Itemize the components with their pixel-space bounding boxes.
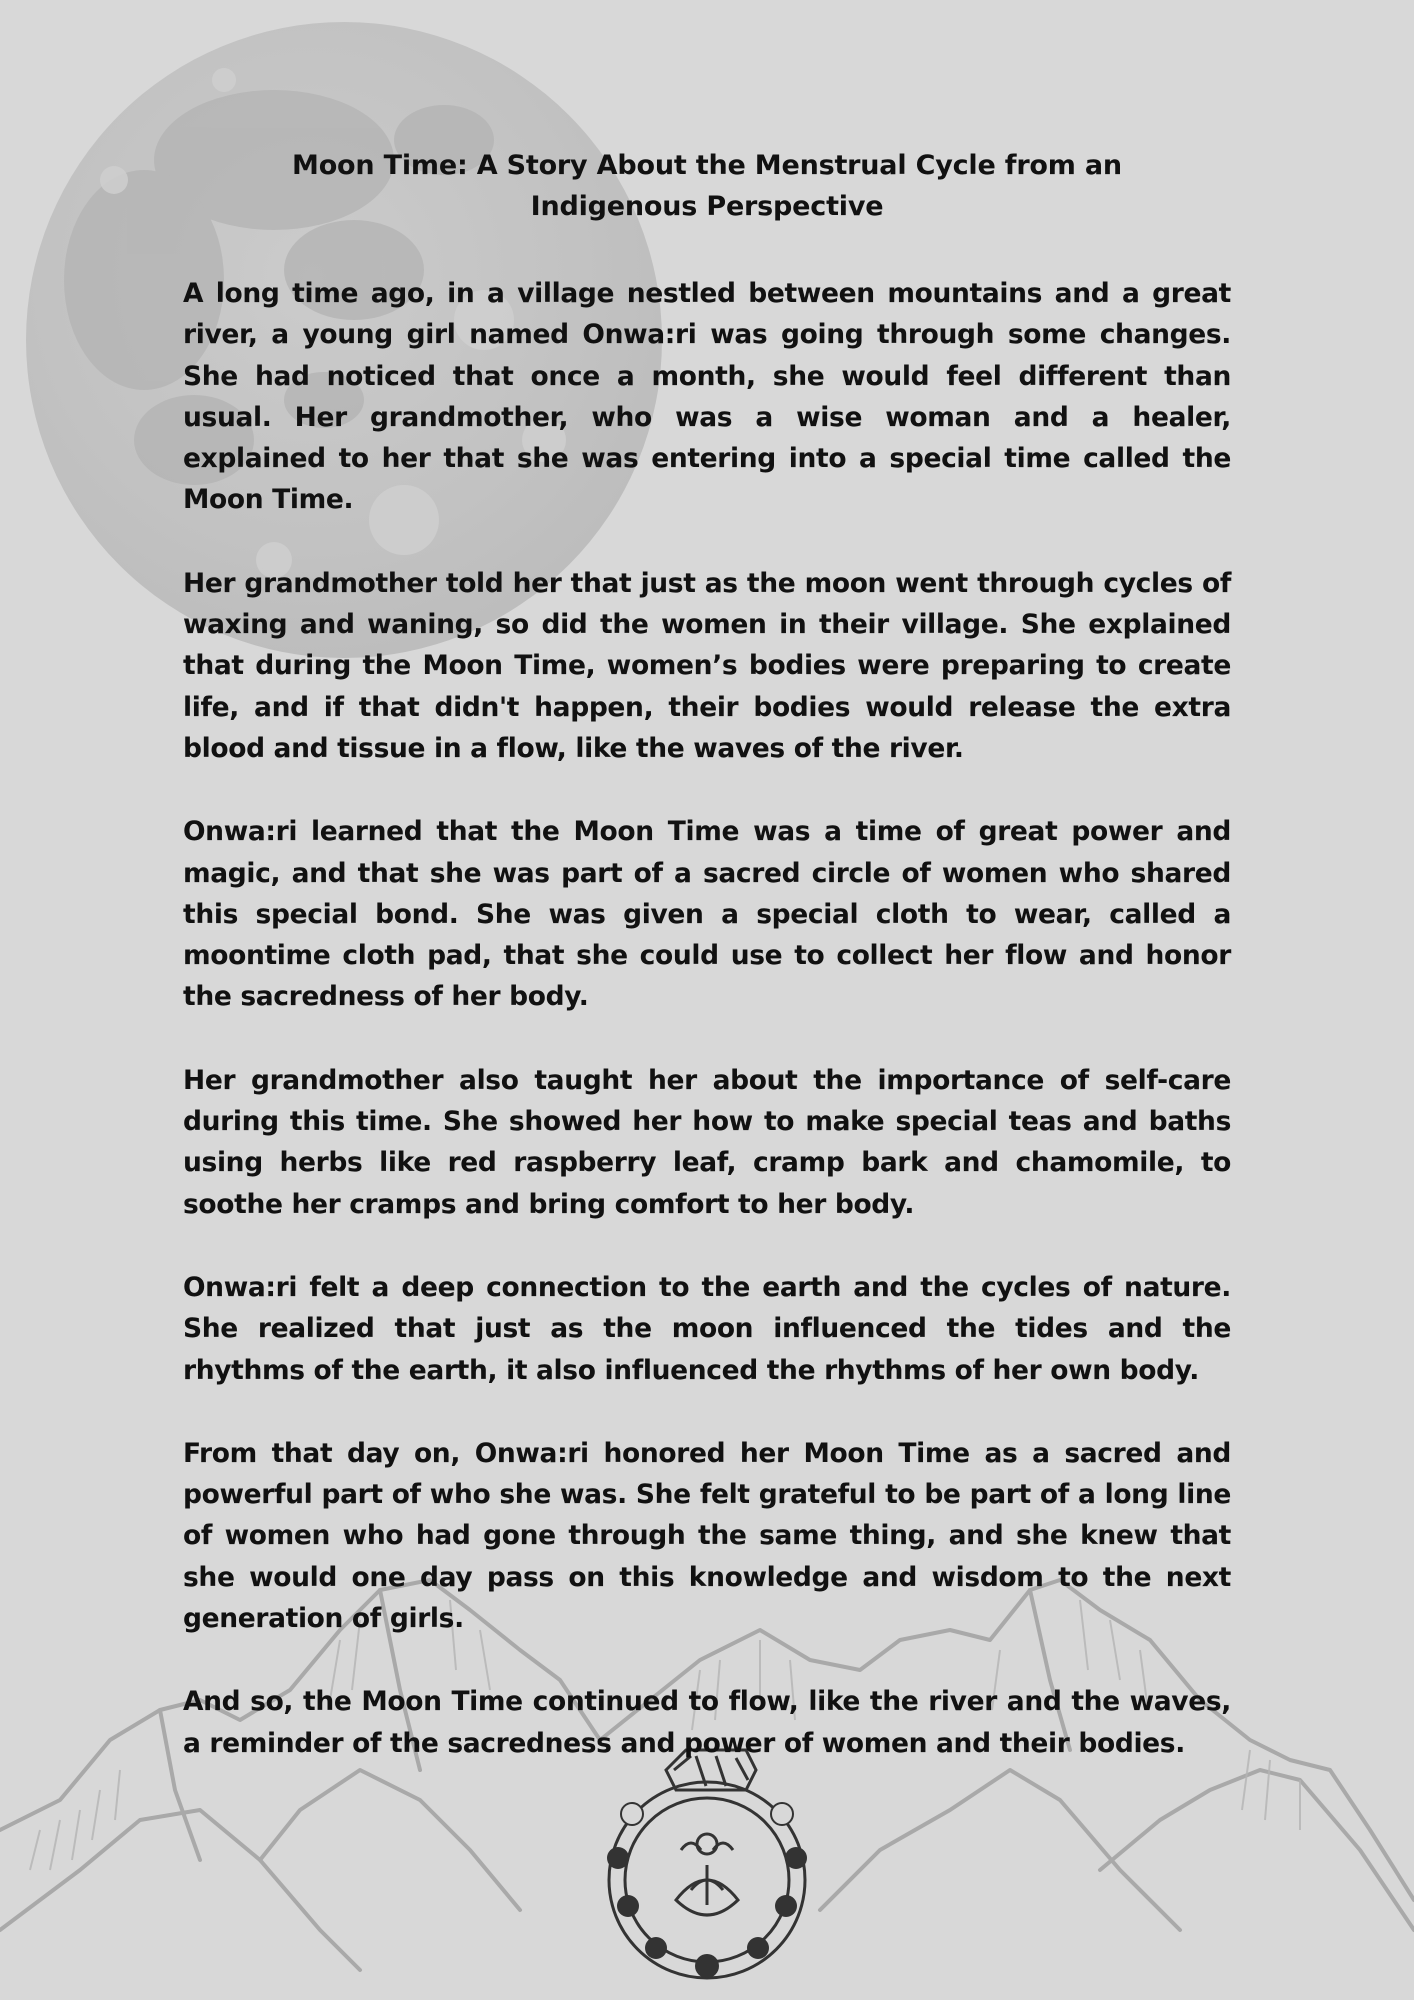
paragraph: Onwa:ri learned that the Moon Time was a time of great power and magic, and that she was part of a sacred circle of women who shared this special bond. She was given a special cloth to wear, called a moontime cloth pad, that she could use to collect her flow and honor the sacredness of her body. xyxy=(183,816,1231,1013)
paragraph: A long time ago, in a village nestled between mountains and a great river, a young girl named Onwa:ri was going through some changes. She had noticed that once a month, she would feel different than usual. Her grandmother, who was a wise woman and a healer, explained to her that she was entering into a special time called the Moon Time. xyxy=(183,278,1231,516)
document-content xyxy=(183,145,1231,1806)
paragraph: Her grandmother told her that just as the moon went through cycles of waxing and waning, so did the women in their village. She explained that during the Moon Time, women’s bodies were preparing to create life, and if that didn't happen, their bodies would release the extra blood and tissue in a flow, like the waves of the river. xyxy=(183,567,1231,764)
document-title: Moon Time: A Story About the Menstrual Cycle from an Indigenous Perspective xyxy=(292,150,1122,222)
paragraph: From that day on, Onwa:ri honored her Moon Time as a sacred and powerful part of who she was. She felt grateful to be part of a long line of women who had gone through the same thing, and she knew that she would one day pass on this knowledge and wisdom to the next generation of girls. xyxy=(183,1437,1231,1635)
paragraph: Her grandmother also taught her about the importance of self-care during this time. She showed her how to make special teas and baths using herbs like red raspberry leaf, cramp bark and chamomile, to soothe her cramps and bring comfort to her body. xyxy=(183,1064,1231,1220)
paragraph: And so, the Moon Time continued to flow, like the river and the waves, a reminder of the sacredness and power of women and their bodies. xyxy=(183,1686,1231,1759)
paragraph: Onwa:ri felt a deep connection to the earth and the cycles of nature. She realized that just as the moon influenced the tides and the rhythms of the earth, it also influenced the rhythms of her own body. xyxy=(183,1271,1231,1386)
